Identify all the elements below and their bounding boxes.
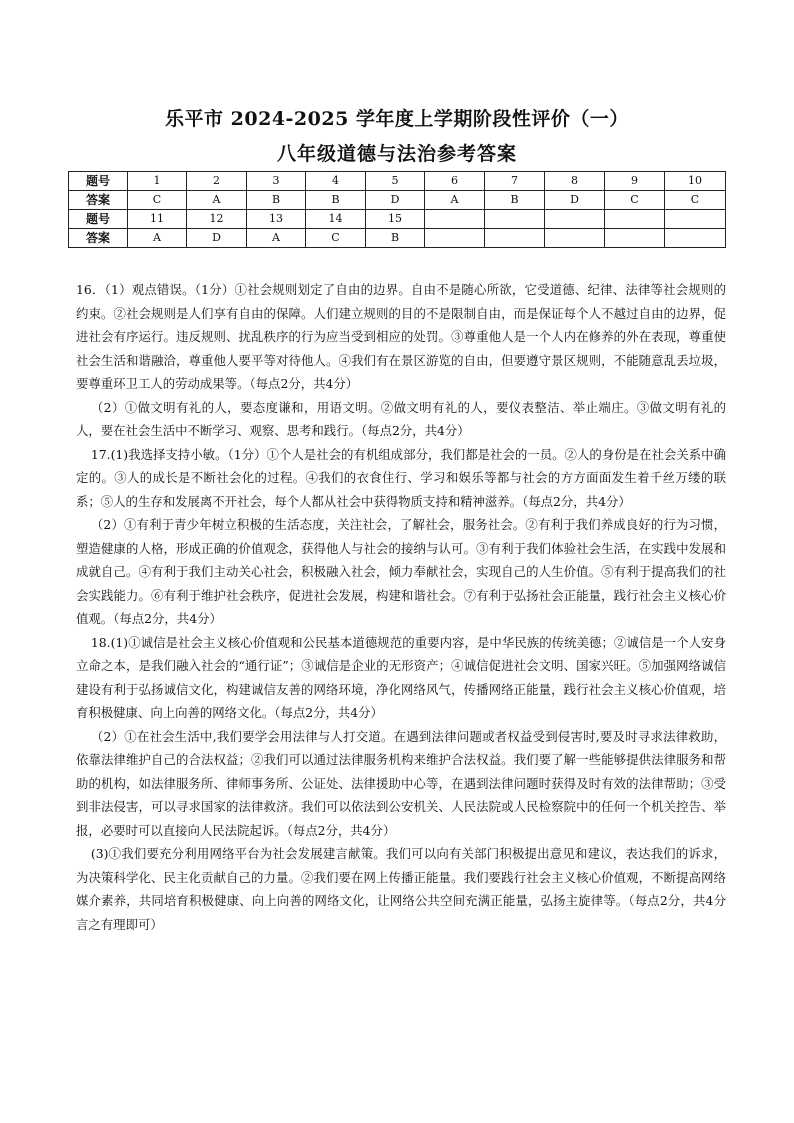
table-cell: 3: [247, 172, 306, 191]
row-label: 答案: [69, 191, 128, 210]
table-cell: [605, 210, 665, 229]
table-cell: A: [425, 191, 485, 210]
table-cell: 15: [366, 210, 425, 229]
table-cell: A: [187, 191, 247, 210]
answer-table-row: [69, 191, 726, 210]
answer-18-3: (3)①我们要充分利用网络平台为社会发展建言献策。我们可以向有关部门积极提出意见和建议，表达我们的诉求，为决策科学化、民主化贡献自己的力量。②我们要在网上传播正能量。我们要践行社会主义核心价值观，不断提高网络媒介素养，共同培育积极健康、向上向善的网络文化，让网络公共空间充满正能量，弘扬主旋律等。（每点2分，共4分言之有理即可）: [76, 846, 726, 932]
table-cell: [425, 210, 485, 229]
table-cell: [665, 229, 726, 248]
answer-table-row: [69, 229, 726, 248]
table-cell: 1: [128, 172, 187, 191]
table-cell: [485, 210, 545, 229]
table-cell: 10: [665, 172, 726, 191]
table-cell: B: [485, 191, 545, 210]
answer-18-2: （2）①在社会生活中,我们要学会用法律与人打交道。在遇到法律问题或者权益受到侵害时,要及时寻求法律救助，依靠法律维护自己的合法权益；②我们可以通过法律服务机构来维护合法权益。我们要了解一些能够提供法律服务和帮助的机构，如法律服务所、律师事务所、公证处、法律援助中心等，在遇到法律问题时获得及时有效的法律帮助；③受到非法侵害，可以寻求国家的法律救济。我们可以依法到公安机关、人民法院或人民检察院中的任何一个机关控告、举报，必要时可以直接向人民法院起诉。（每点2分，共4分）: [76, 728, 726, 838]
table-cell: 12: [187, 210, 247, 229]
table-cell: C: [128, 191, 187, 210]
document-subtitle: 八年级道德与法治参考答案: [276, 143, 517, 165]
table-cell: A: [128, 229, 187, 248]
table-cell: A: [247, 229, 306, 248]
table-cell: [425, 229, 485, 248]
table-cell: 8: [545, 172, 605, 191]
table-cell: 5: [366, 172, 425, 191]
row-label: 题号: [69, 210, 128, 229]
table-cell: 11: [128, 210, 187, 229]
table-cell: 14: [306, 210, 366, 229]
answer-16-1: 16．（1）观点错误。（1分）①社会规则划定了自由的边界。自由不是随心所欲，它受道德、纪律、法律等社会规则的约束。②社会规则是人们享有自由的保障。人们建立规则的目的不是限制自由，而是保证每个人不越过自由的边界，促进社会有序运行。违反规则、扰乱秩序的行为应当受到相应的处罚。③尊重他人是一个人内在修养的外在表现，尊重使社会生活和谐融洽，尊重他人要平等对待他人。④我们有在景区游览的自由，但要遵守景区规则，不能随意乱丢垃圾，要尊重环卫工人的劳动成果等。（每点2分，共4分）: [76, 282, 726, 391]
table-cell: B: [306, 191, 366, 210]
table-cell: D: [366, 191, 425, 210]
table-cell: C: [665, 191, 726, 210]
table-cell: 13: [247, 210, 306, 229]
table-cell: 6: [425, 172, 485, 191]
table-cell: D: [187, 229, 247, 248]
table-cell: B: [247, 191, 306, 210]
answer-18-1: 18.(1)①诚信是社会主义核心价值观和公民基本道德规范的重要内容，是中华民族的传统美德；②诚信是一个人安身立命之本，是我们融入社会的“通行证”；③诚信是企业的无形资产；④诚信促进社会文明、国家兴旺。⑤加强网络诚信建设有利于弘扬诚信文化，构建诚信友善的网络环境，净化网络风气，传播网络正能量，践行社会主义核心价值观，培育积极健康、向上向善的网络文化。（每点2分，共4分）: [76, 634, 726, 720]
table-cell: 7: [485, 172, 545, 191]
answer-16-2: （2）①做文明有礼的人，要态度谦和，用语文明。②做文明有礼的人，要仪表整洁、举止端庄。③做文明有礼的人，要在社会生活中不断学习、观察、思考和践行。（每点2分，共4分）: [76, 399, 726, 438]
answer-table-row: [69, 210, 726, 229]
table-cell: 9: [605, 172, 665, 191]
table-cell: [545, 210, 605, 229]
table-cell: B: [366, 229, 425, 248]
table-cell: [605, 229, 665, 248]
table-cell: [665, 210, 726, 229]
table-cell: D: [545, 191, 605, 210]
answer-table-row: [69, 172, 726, 191]
table-cell: 2: [187, 172, 247, 191]
table-cell: 4: [306, 172, 366, 191]
answer-key-table: [68, 171, 726, 248]
row-label: 题号: [69, 172, 128, 191]
row-label: 答案: [69, 229, 128, 248]
answer-17-1: 17.(1)我选择支持小敏。（1分）①个人是社会的有机组成部分，我们都是社会的一员。②人的身份是在社会关系中确定的。③人的成长是不断社会化的过程。④我们的衣食住行、学习和娱乐等都与社会的方方面面发生着千丝万缕的联系；⑤人的生存和发展离不开社会，每个人都从社会中获得物质支持和精神滋养。（每点2分，共4分）: [76, 446, 726, 509]
table-cell: C: [605, 191, 665, 210]
document-title: 乐平市 2024-2025 学年度上学期阶段性评价（一）: [165, 108, 629, 130]
table-cell: [545, 229, 605, 248]
answer-17-2: （2）①有利于青少年树立积极的生活态度，关注社会，了解社会，服务社会。②有利于我们养成良好的行为习惯，塑造健康的人格，形成正确的价值观念，获得他人与社会的接纳与认可。③有利于我们体验社会生活，在实践中发展和成就自己。④有利于我们主动关心社会，积极融入社会，倾力奉献社会，实现自己的人生价值。⑤有利于提高我们的社会实践能力。⑥有利于维护社会秩序，促进社会发展，构建和谐社会。⑦有利于弘扬社会正能量，践行社会主义核心价值观。（每点2分，共4分）: [76, 517, 726, 626]
table-cell: [485, 229, 545, 248]
table-cell: C: [306, 229, 366, 248]
answer-explanations: [76, 278, 726, 936]
